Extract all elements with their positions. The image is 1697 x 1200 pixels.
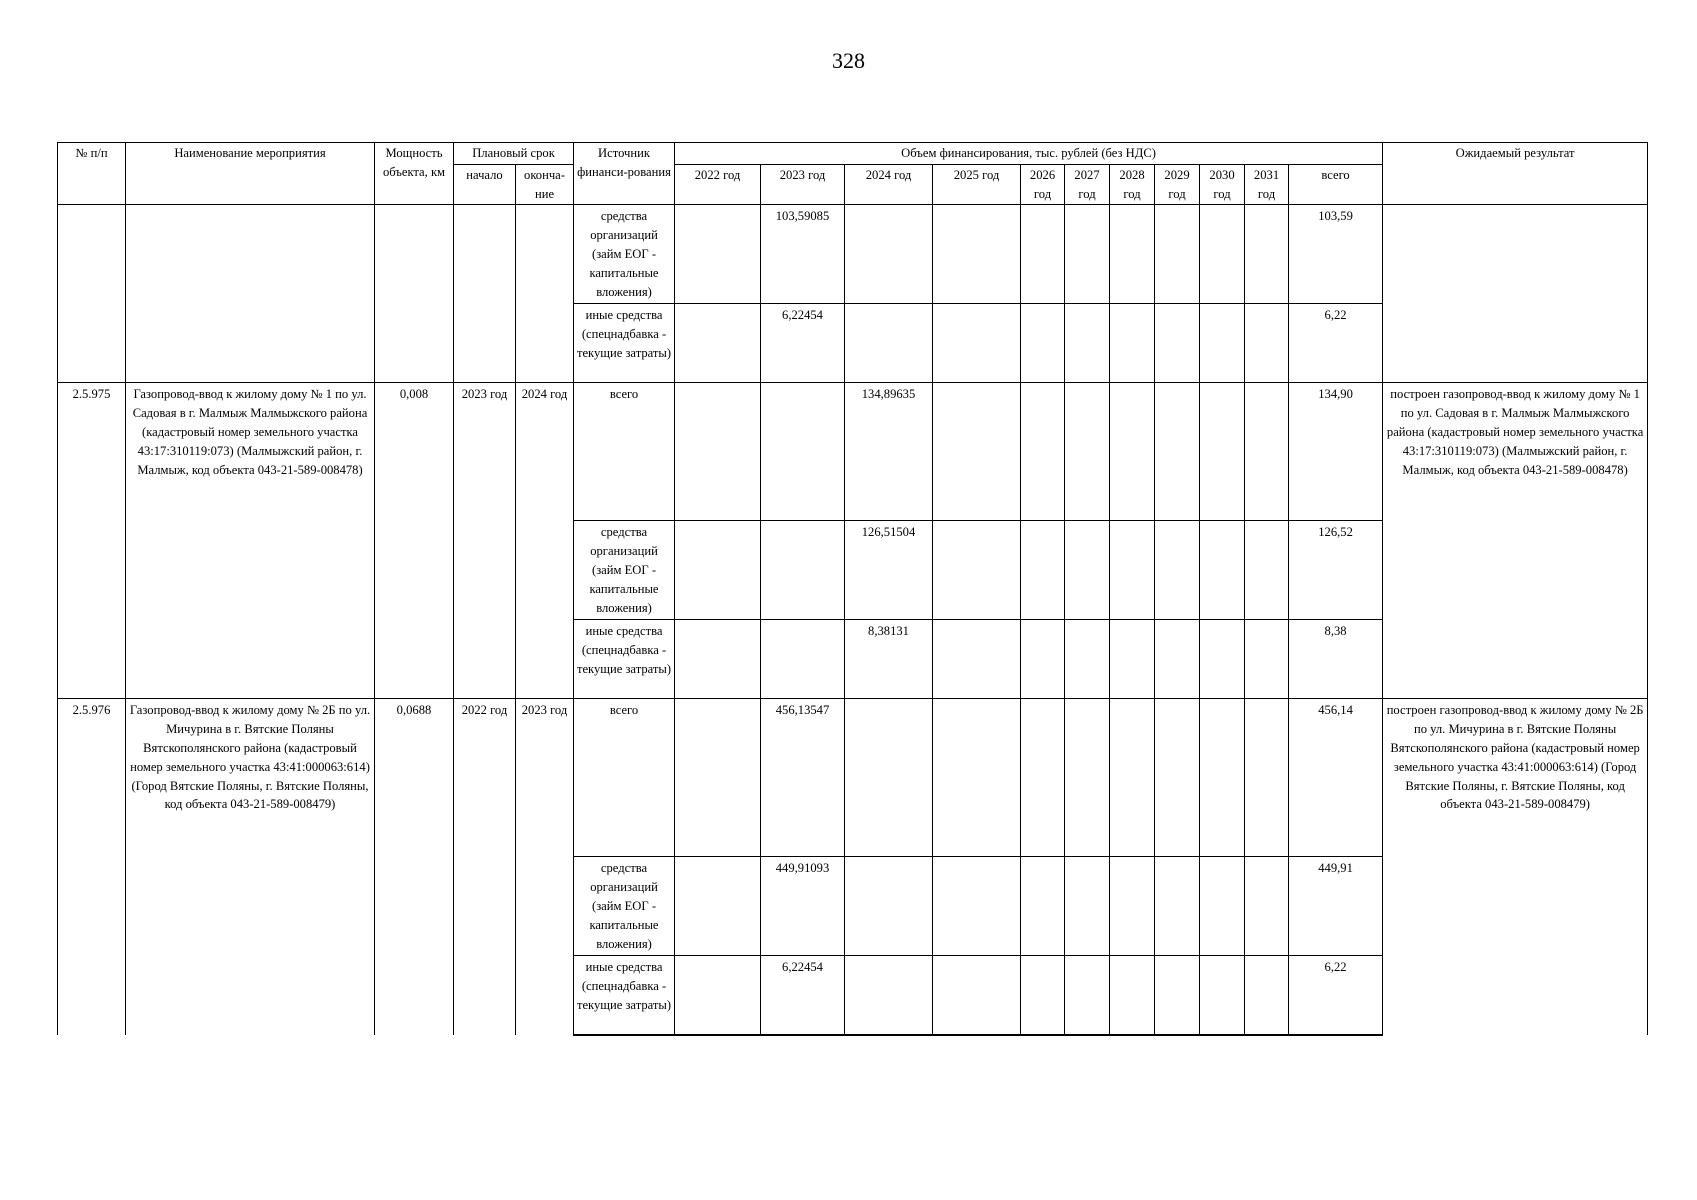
value-cell xyxy=(1065,857,1110,956)
header-year-2029: 2029 год xyxy=(1155,164,1200,205)
start-cell: 2023 год xyxy=(454,383,516,699)
value-cell xyxy=(761,383,845,521)
source-cell: иные средства (спецнадбавка - текущие затраты) xyxy=(574,304,675,383)
value-cell xyxy=(1155,304,1200,383)
value-cell xyxy=(1155,857,1200,956)
value-cell xyxy=(933,383,1021,521)
value-cell xyxy=(1110,521,1155,620)
value-cell xyxy=(1065,521,1110,620)
value-cell xyxy=(675,521,761,620)
value-cell xyxy=(1155,521,1200,620)
capacity-cell xyxy=(375,205,454,383)
end-cell xyxy=(516,205,574,383)
header-year-2030: 2030 год xyxy=(1200,164,1245,205)
value-cell xyxy=(675,956,761,1035)
result-cell: построен газопровод-ввод к жилому дому № 1 по ул. Садовая в г. Малмыж Малмыжского района (кадастровый номер земельного участка 43:17:310119:073) (Малмыжский район, г. Малмыж, код объекта 043-21-589-008478) xyxy=(1383,383,1648,699)
value-cell: 8,38131 xyxy=(845,620,933,699)
value-cell xyxy=(675,304,761,383)
value-cell xyxy=(1065,956,1110,1035)
end-cell: 2024 год xyxy=(516,383,574,699)
value-cell xyxy=(845,956,933,1035)
header-end: оконча-ние xyxy=(516,164,574,205)
value-cell xyxy=(1065,383,1110,521)
header-year-2028: 2028 год xyxy=(1110,164,1155,205)
value-cell xyxy=(675,205,761,304)
total-cell: 6,22 xyxy=(1289,956,1383,1035)
result-cell xyxy=(1383,205,1648,383)
total-cell: 8,38 xyxy=(1289,620,1383,699)
capacity-cell: 0,0688 xyxy=(375,699,454,1035)
value-cell xyxy=(1110,857,1155,956)
value-cell xyxy=(933,205,1021,304)
value-cell xyxy=(1021,521,1065,620)
value-cell: 6,22454 xyxy=(761,956,845,1035)
value-cell xyxy=(933,521,1021,620)
num-cell xyxy=(58,205,126,383)
value-cell xyxy=(1155,956,1200,1035)
header-year-2027: 2027 год xyxy=(1065,164,1110,205)
value-cell xyxy=(761,620,845,699)
start-cell xyxy=(454,205,516,383)
value-cell xyxy=(1200,521,1245,620)
value-cell xyxy=(1021,857,1065,956)
header-volume: Объем финансирования, тыс. рублей (без НДС) xyxy=(675,143,1383,165)
value-cell xyxy=(1110,620,1155,699)
name-cell: Газопровод-ввод к жилому дому № 1 по ул. Садовая в г. Малмыж Малмыжского района (кадастровый номер земельного участка 43:17:310119:073) (Малмыжский район, г. Малмыж, код объекта 043-21-589-008478) xyxy=(126,383,375,699)
value-cell: 134,89635 xyxy=(845,383,933,521)
header-name: Наименование мероприятия xyxy=(126,143,375,205)
value-cell xyxy=(933,699,1021,857)
value-cell xyxy=(1200,956,1245,1035)
value-cell: 6,22454 xyxy=(761,304,845,383)
financing-table xyxy=(57,142,1648,1036)
header-year-2024: 2024 год xyxy=(845,164,933,205)
value-cell xyxy=(933,304,1021,383)
value-cell xyxy=(1245,304,1289,383)
value-cell xyxy=(1245,699,1289,857)
value-cell xyxy=(1245,383,1289,521)
value-cell xyxy=(845,699,933,857)
table-row xyxy=(58,699,1648,857)
start-cell: 2022 год xyxy=(454,699,516,1035)
source-cell: средства организаций (займ ЕОГ - капитальные вложения) xyxy=(574,521,675,620)
source-cell: иные средства (спецнадбавка - текущие затраты) xyxy=(574,956,675,1035)
total-cell: 103,59 xyxy=(1289,205,1383,304)
value-cell xyxy=(933,857,1021,956)
total-cell: 6,22 xyxy=(1289,304,1383,383)
value-cell xyxy=(1110,205,1155,304)
header-num: № п/п xyxy=(58,143,126,205)
value-cell xyxy=(1021,956,1065,1035)
value-cell xyxy=(1245,205,1289,304)
total-cell: 134,90 xyxy=(1289,383,1383,521)
name-cell: Газопровод-ввод к жилому дому № 2Б по ул. Мичурина в г. Вятские Поляны Вятскополянского района (кадастровый номер земельного участка 43:41:000063:614) (Город Вятские Поляны, г. Вятские Поляны, код объекта 043-21-589-008479) xyxy=(126,699,375,1035)
table-row xyxy=(58,383,1648,521)
header-start: начало xyxy=(454,164,516,205)
source-cell: всего xyxy=(574,699,675,857)
header-row-1 xyxy=(58,143,1648,165)
value-cell xyxy=(845,304,933,383)
header-planned-term: Плановый срок xyxy=(454,143,574,165)
value-cell xyxy=(1110,304,1155,383)
value-cell xyxy=(1200,620,1245,699)
value-cell xyxy=(1245,857,1289,956)
value-cell xyxy=(675,857,761,956)
value-cell xyxy=(1021,304,1065,383)
value-cell xyxy=(1155,699,1200,857)
value-cell xyxy=(1110,383,1155,521)
num-cell: 2.5.975 xyxy=(58,383,126,699)
value-cell: 449,91093 xyxy=(761,857,845,956)
value-cell xyxy=(675,699,761,857)
page-number: 328 xyxy=(832,48,865,73)
value-cell: 456,13547 xyxy=(761,699,845,857)
total-cell: 456,14 xyxy=(1289,699,1383,857)
source-cell: средства организаций (займ ЕОГ - капитальные вложения) xyxy=(574,205,675,304)
table-row xyxy=(58,205,1648,304)
capacity-cell: 0,008 xyxy=(375,383,454,699)
value-cell xyxy=(1021,699,1065,857)
num-cell: 2.5.976 xyxy=(58,699,126,1035)
value-cell xyxy=(1200,304,1245,383)
value-cell xyxy=(1021,620,1065,699)
value-cell xyxy=(675,620,761,699)
value-cell: 126,51504 xyxy=(845,521,933,620)
header-year-2023: 2023 год xyxy=(761,164,845,205)
total-cell: 449,91 xyxy=(1289,857,1383,956)
source-cell: всего xyxy=(574,383,675,521)
value-cell xyxy=(1021,205,1065,304)
header-year-2026: 2026 год xyxy=(1021,164,1065,205)
source-cell: средства организаций (займ ЕОГ - капитальные вложения) xyxy=(574,857,675,956)
header-year-2022: 2022 год xyxy=(675,164,761,205)
value-cell xyxy=(1065,699,1110,857)
value-cell xyxy=(933,956,1021,1035)
total-cell: 126,52 xyxy=(1289,521,1383,620)
header-capacity: Мощность объекта, км xyxy=(375,143,454,205)
name-cell xyxy=(126,205,375,383)
value-cell: 103,59085 xyxy=(761,205,845,304)
value-cell xyxy=(1200,857,1245,956)
value-cell xyxy=(845,857,933,956)
header-year-2031: 2031 год xyxy=(1245,164,1289,205)
header-total: всего xyxy=(1289,164,1383,205)
value-cell xyxy=(761,521,845,620)
value-cell xyxy=(1245,521,1289,620)
value-cell xyxy=(1110,956,1155,1035)
value-cell xyxy=(675,383,761,521)
end-cell: 2023 год xyxy=(516,699,574,1035)
value-cell xyxy=(1155,205,1200,304)
value-cell xyxy=(1065,205,1110,304)
value-cell xyxy=(933,620,1021,699)
value-cell xyxy=(1200,383,1245,521)
value-cell xyxy=(1200,699,1245,857)
value-cell xyxy=(1245,956,1289,1035)
value-cell xyxy=(1245,620,1289,699)
value-cell xyxy=(1065,620,1110,699)
value-cell xyxy=(1155,383,1200,521)
value-cell xyxy=(1110,699,1155,857)
value-cell xyxy=(845,205,933,304)
value-cell xyxy=(1021,383,1065,521)
value-cell xyxy=(1155,620,1200,699)
header-year-2025: 2025 год xyxy=(933,164,1021,205)
source-cell: иные средства (спецнадбавка - текущие затраты) xyxy=(574,620,675,699)
value-cell xyxy=(1065,304,1110,383)
value-cell xyxy=(1200,205,1245,304)
header-result: Ожидаемый результат xyxy=(1383,143,1648,205)
header-source: Источник финанси-рования xyxy=(574,143,675,205)
result-cell: построен газопровод-ввод к жилому дому № 2Б по ул. Мичурина в г. Вятские Поляны Вятскополянского района (кадастровый номер земельного участка 43:41:000063:614) (Город Вятские Поляны, г. Вятские Поляны, код объекта 043-21-589-008479) xyxy=(1383,699,1648,1035)
